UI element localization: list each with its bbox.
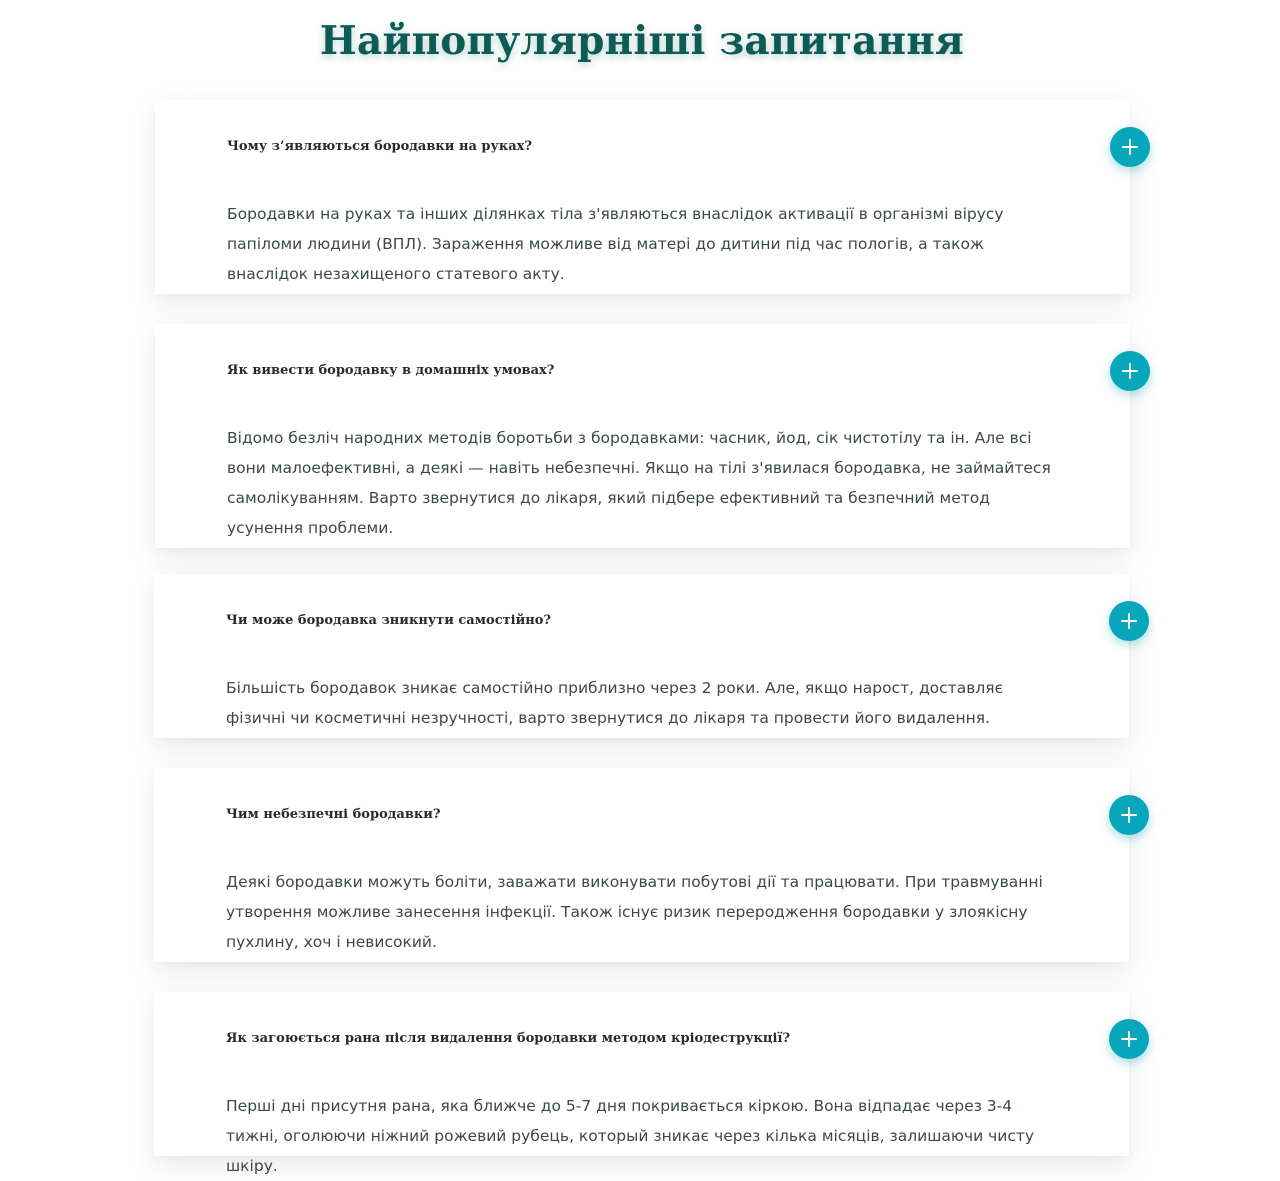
expand-button[interactable] xyxy=(1109,1019,1149,1059)
faq-answer: Більшість бородавок зникає самостійно приблизно через 2 роки. Але, якщо нарост, доставляє фізичні чи косметичні незручності, варто звернутися до лікаря та провести його видалення. xyxy=(226,679,1004,727)
faq-answer: Бородавки на руках та інших ділянках тіла з'являються внаслідок активації в організмі вірусу папіломи людини (ВПЛ). Зараження можливе від матері до дитини під час пологів, а також внаслідок незахищеного статевого акту. xyxy=(227,205,1004,283)
plus-icon xyxy=(1121,807,1137,823)
faq-question[interactable]: Чи може бородавка зникнути самостійно? xyxy=(226,613,552,628)
faq-item xyxy=(154,768,1129,962)
faq-question[interactable]: Чим небезпечні бородавки? xyxy=(226,807,441,822)
plus-icon xyxy=(1121,1031,1137,1047)
faq-question[interactable]: Як вивести бородавку в домашніх умовах? xyxy=(227,363,555,378)
faq-question[interactable]: Як загоюється рана після видалення бородавки методом кріодеструкції? xyxy=(226,1031,791,1046)
plus-icon xyxy=(1121,613,1137,629)
faq-item xyxy=(154,992,1129,1175)
plus-icon xyxy=(1122,363,1138,379)
faq-answer: Перші дні присутня рана, яка ближче до 5-7 дня покривається кіркою. Вона відпадає через 3-4 тижні, оголюючи ніжний рожевий рубець, который зникає через кілька місяців, залишаючи чисту шкіру. xyxy=(226,1097,1035,1175)
expand-button[interactable] xyxy=(1110,351,1150,391)
faq-answer: Деякі бородавки можуть боліти, заважати виконувати побутові дії та працювати. При травмуванні утворення можливе занесення інфекції. Також існує ризик переродження бородавки у злоякісну пухлину, хоч і невисокий. xyxy=(226,873,1043,951)
expand-button[interactable] xyxy=(1109,795,1149,835)
expand-button[interactable] xyxy=(1110,127,1150,167)
faq-item xyxy=(155,100,1130,294)
expand-button[interactable] xyxy=(1109,601,1149,641)
faq-item xyxy=(155,324,1130,548)
faq-answer: Відомо безліч народних методів боротьби з бородавками: часник, йод, сік чистотілу та ін. Але всі вони малоефективні, а деякі — навіть небезпечні. Якщо на тілі з'явилася бородавка, не займайтеся самолікуванням. Варто звернутися до лікаря, який підбере ефективний та безпечний метод усунення проблеми. xyxy=(227,429,1051,537)
faq-question[interactable]: Чому з’являються бородавки на руках? xyxy=(227,139,532,154)
faq-item xyxy=(154,574,1129,738)
plus-icon xyxy=(1122,139,1138,155)
page-title: Найпопулярніші запитання xyxy=(319,18,965,64)
